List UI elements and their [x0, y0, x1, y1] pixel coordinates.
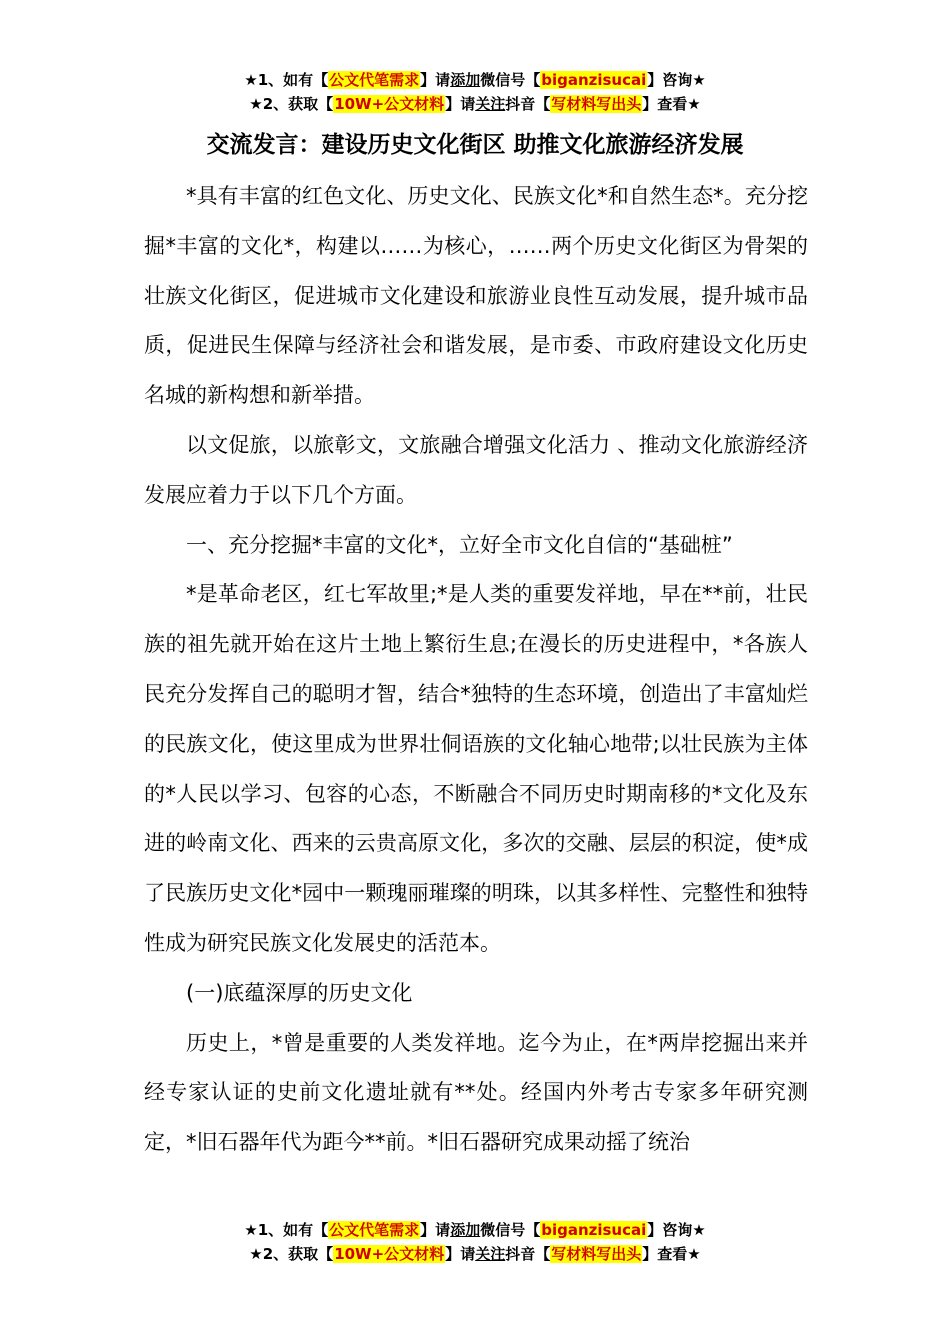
- paragraph: 历史上，*曾是重要的人类发祥地。迄今为止，在*两岸挖掘出来并经专家认证的史前文化遗址就有**处。经国内外考古专家多年研究测定，*旧石器年代为距今**前。*旧石器研究成果动摇了统治: [144, 1030, 808, 1155]
- promo-text: 】请: [445, 1245, 476, 1263]
- promo-text: 】查看★: [642, 1245, 701, 1263]
- promo-highlight-wechat: biganzisucai: [541, 71, 647, 89]
- promo-text: 抖音【: [505, 95, 551, 113]
- promo-text: ★2、获取【: [249, 1245, 334, 1263]
- header-promo-banner: [0, 68, 950, 116]
- promo-text: 】请: [445, 95, 476, 113]
- promo-text: 微信号【: [480, 71, 541, 89]
- paragraph: *是革命老区，红七军故里;*是人类的重要发祥地，早在**前，壮民族的祖先就开始在这片土地上繁衍生息;在漫长的历史进程中，*各族人民充分发挥自己的聪明才智，结合*独特的生态环境，创造出了丰富灿烂的民族文化，使这里成为世界壮侗语族的文化轴心地带;以壮民族为主体的*人民以学习、包容的心态，不断融合不同历史时期南移的*文化及东进的岭南文化、西来的云贵高原文化，多次的交融、层层的积淀，使*成了民族历史文化*园中一颗瑰丽璀璨的明珠，以其多样性、完整性和独特性成为研究民族文化发展史的活范本。: [144, 582, 808, 955]
- promo-highlight: 10W+公文材料: [334, 1245, 445, 1263]
- promo-text: ★2、获取【: [249, 95, 334, 113]
- promo-underlined: 添加: [450, 71, 481, 89]
- promo-text: 】查看★: [642, 95, 701, 113]
- promo-text: ★1、如有【: [244, 1221, 329, 1239]
- promo-text: 】请: [420, 71, 451, 89]
- promo-text: 】咨询★: [647, 1221, 706, 1239]
- promo-highlight: 公文代笔需求: [329, 71, 420, 89]
- promo-text: 】请: [420, 1221, 451, 1239]
- paragraph: 以文促旅，以旅彰文，文旅融合增强文化活力 、推动文化旅游经济发展应着力于以下几个方面。: [144, 432, 808, 507]
- promo-line-2: [0, 1242, 950, 1266]
- promo-text: 】咨询★: [647, 71, 706, 89]
- promo-highlight-wechat: biganzisucai: [541, 1221, 647, 1239]
- promo-text: ★1、如有【: [244, 71, 329, 89]
- promo-highlight: 公文代笔需求: [329, 1221, 420, 1239]
- promo-underlined: 关注: [475, 1245, 506, 1263]
- promo-highlight-douyin: 写材料写出头: [551, 95, 642, 113]
- paragraph: *具有丰富的红色文化、历史文化、民族文化*和自然生态*。充分挖掘*丰富的文化*，构建以……为核心，……两个历史文化街区为骨架的壮族文化街区，促进城市文化建设和旅游业良性互动发展，提升城市品质，促进民生保障与经济社会和谐发展，是市委、市政府建设文化历史名城的新构想和新举措。: [144, 184, 808, 408]
- promo-underlined: 关注: [475, 95, 506, 113]
- document-body: [144, 172, 808, 1168]
- promo-highlight-douyin: 写材料写出头: [551, 1245, 642, 1263]
- section-heading: 一、充分挖掘*丰富的文化*，立好全市文化自信的“基础桩”: [186, 532, 733, 557]
- promo-highlight: 10W+公文材料: [334, 95, 445, 113]
- promo-line-2: [0, 92, 950, 116]
- footer-promo-banner: [0, 1218, 950, 1266]
- subsection-heading: (一)底蕴深厚的历史文化: [186, 980, 413, 1005]
- document-title: 交流发言：建设历史文化街区 助推文化旅游经济发展: [206, 132, 744, 158]
- promo-line-1: [0, 68, 950, 92]
- promo-text: 微信号【: [480, 1221, 541, 1239]
- promo-line-1: [0, 1218, 950, 1242]
- promo-text: 抖音【: [505, 1245, 551, 1263]
- promo-underlined: 添加: [450, 1221, 481, 1239]
